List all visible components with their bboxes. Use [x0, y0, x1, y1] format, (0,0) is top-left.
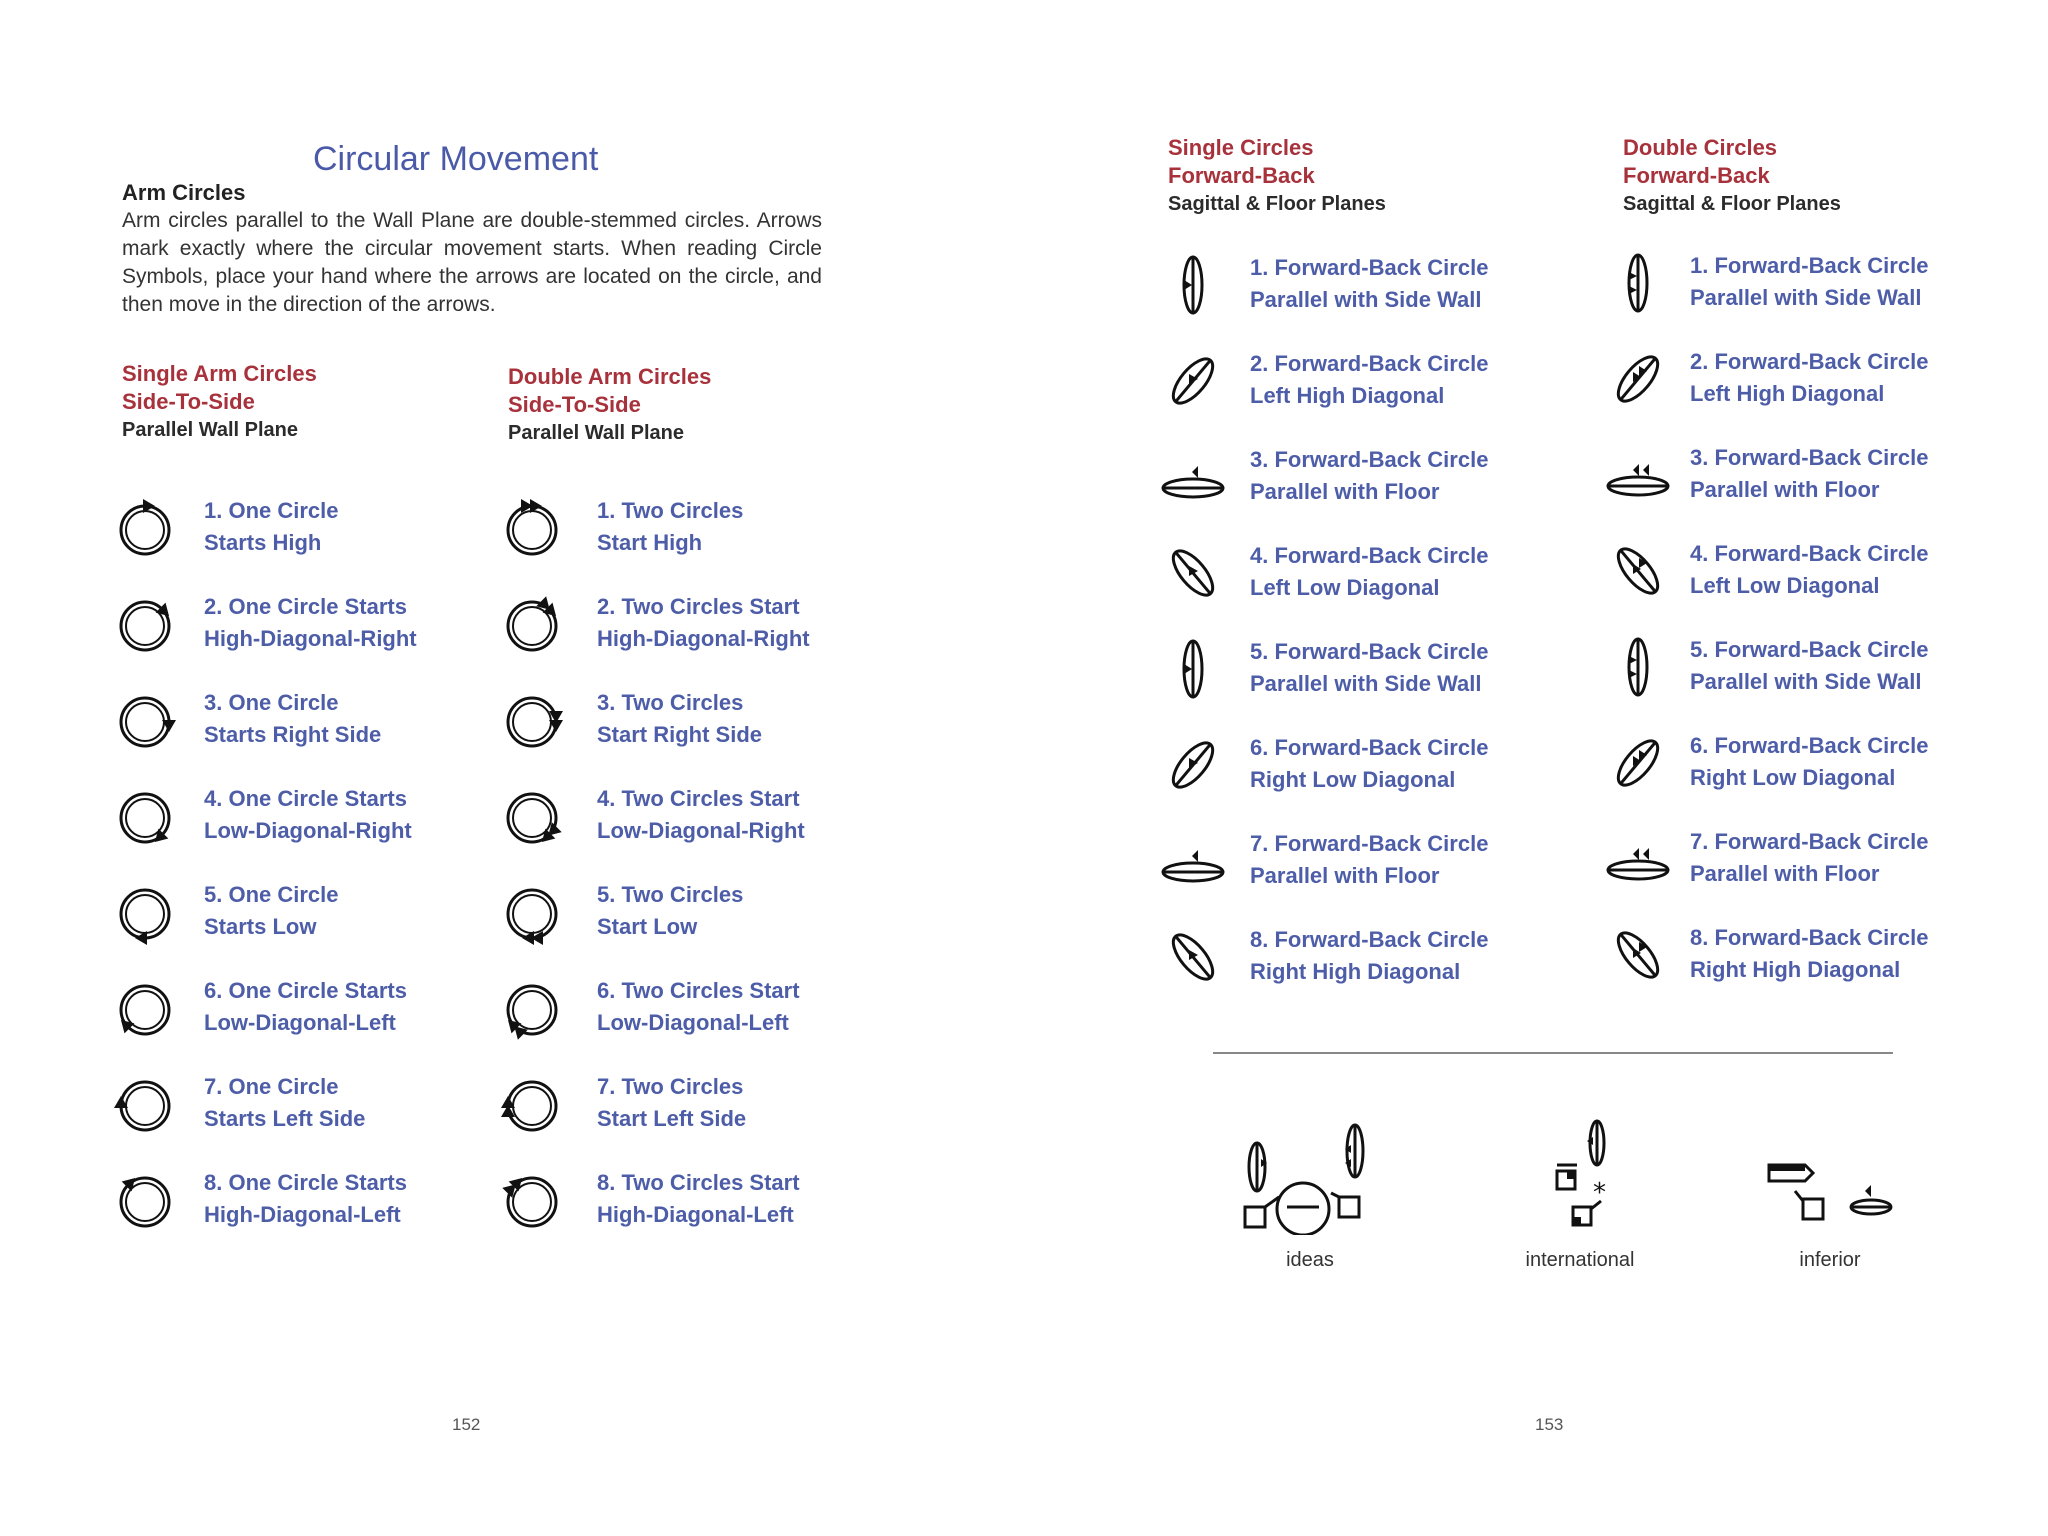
item-label-line1: 6. Forward-Back Circle — [1250, 735, 1489, 760]
item-label-line1: 2. One Circle Starts — [204, 594, 407, 619]
item-label-line1: 1. One Circle — [204, 498, 339, 523]
item-label-line2: Left Low Diagonal — [1690, 573, 1880, 598]
item-label-line2: Parallel with Floor — [1250, 479, 1440, 504]
circle-arrow-low-icon — [110, 877, 180, 947]
item-label-line2: Low-Diagonal-Left — [204, 1010, 396, 1035]
circle-arrow-low-left-icon — [110, 973, 180, 1043]
tilted-ellipse-right-high-icon — [1158, 922, 1228, 992]
item-label-line2: Starts Left Side — [204, 1106, 366, 1131]
heading-line-1: Double Arm Circles — [508, 364, 712, 389]
item-label-line1: 8. Forward-Back Circle — [1690, 925, 1929, 950]
list-item — [1603, 344, 2023, 414]
item-label-line1: 1. Forward-Back Circle — [1250, 255, 1489, 280]
item-label — [204, 1167, 407, 1231]
circle-arrow-high-left-icon — [110, 1165, 180, 1235]
item-label-line2: Start Right Side — [597, 722, 763, 747]
list-item — [497, 973, 917, 1043]
double-circles-heading — [1623, 134, 1841, 218]
item-label — [597, 879, 743, 943]
heading-line-2: Side-To-Side — [122, 389, 255, 414]
item-label-line1: 8. Forward-Back Circle — [1250, 927, 1489, 952]
double-tilted-ellipse-right-high-icon — [1603, 920, 1673, 990]
double-tilted-ellipse-left-low-icon — [1603, 536, 1673, 606]
list-item — [497, 685, 917, 755]
item-label-line2: Starts Low — [204, 914, 317, 939]
item-label-line1: 2. Two Circles Start — [597, 594, 800, 619]
vertical-ellipse-icon — [1158, 634, 1228, 704]
item-label — [597, 1167, 800, 1231]
item-label — [1250, 252, 1488, 316]
list-item — [1158, 346, 1578, 416]
item-label — [204, 879, 339, 943]
item-label-line1: 6. One Circle Starts — [204, 978, 407, 1003]
item-label-line2: High-Diagonal-Right — [597, 626, 810, 651]
item-label-line2: Low-Diagonal-Right — [204, 818, 412, 843]
double-circle-arrow-right-icon — [497, 685, 567, 755]
item-label-line2: Parallel with Floor — [1250, 863, 1440, 888]
item-label — [1250, 732, 1488, 796]
list-item — [110, 973, 530, 1043]
horizontal-ellipse-icon — [1158, 826, 1228, 896]
item-label — [1250, 348, 1488, 412]
item-label — [597, 783, 805, 847]
item-label-line2: Left High Diagonal — [1250, 383, 1445, 408]
item-label — [1690, 538, 1928, 602]
circle-arrow-low-right-icon — [110, 781, 180, 851]
item-label — [1250, 924, 1488, 988]
list-item — [1158, 826, 1578, 896]
list-item — [110, 1165, 530, 1235]
list-item — [110, 781, 530, 851]
item-label-line2: Parallel with Side Wall — [1690, 285, 1922, 310]
item-label-line1: 1. Two Circles — [597, 498, 744, 523]
list-item — [497, 781, 917, 851]
list-item — [1158, 634, 1578, 704]
item-label — [1250, 636, 1488, 700]
item-label-line2: Right Low Diagonal — [1250, 767, 1456, 792]
item-label — [1690, 634, 1928, 698]
double-vertical-ellipse-icon — [1603, 632, 1673, 702]
item-label-line2: Parallel with Floor — [1690, 861, 1880, 886]
item-label-line2: Left High Diagonal — [1690, 381, 1885, 406]
heading-line-2: Forward-Back — [1623, 163, 1770, 188]
list-item — [1603, 920, 2023, 990]
list-item — [1603, 728, 2023, 798]
item-label-line1: 2. Forward-Back Circle — [1250, 351, 1489, 376]
item-label-line1: 3. Forward-Back Circle — [1690, 445, 1929, 470]
item-label-line1: 5. Forward-Back Circle — [1250, 639, 1489, 664]
svg-text:*: * — [1593, 1178, 1606, 1208]
item-label — [597, 495, 743, 559]
circle-arrow-right-icon — [110, 685, 180, 755]
intro-paragraph: Arm circles parallel to the Wall Plane are double-stemmed circles. Arrows mark exactly where the circular movement starts. When reading Circle Symbols, place your hand where the arrows are located on the circle, and then move in the direction of the arrows. — [122, 209, 822, 316]
item-label-line1: 5. Two Circles — [597, 882, 744, 907]
example-caption: inferior — [1799, 1249, 1861, 1271]
ideas-symbol-icon — [1235, 1115, 1385, 1235]
list-item — [110, 589, 530, 659]
item-label — [1250, 828, 1488, 892]
item-label-line1: 8. One Circle Starts — [204, 1170, 407, 1195]
item-label — [204, 1071, 365, 1135]
divider-line — [1213, 1052, 1893, 1054]
double-circle-arrow-left-icon — [497, 1069, 567, 1139]
item-label-line1: 4. Two Circles Start — [597, 786, 800, 811]
item-label — [204, 975, 407, 1039]
single-arm-heading — [122, 360, 317, 444]
circle-arrow-high-right-icon — [110, 589, 180, 659]
item-label-line2: Starts Right Side — [204, 722, 382, 747]
item-label-line1: 1. Forward-Back Circle — [1690, 253, 1929, 278]
item-label-line1: 3. Two Circles — [597, 690, 744, 715]
item-label — [1690, 346, 1928, 410]
list-item — [497, 877, 917, 947]
item-label-line2: Start Left Side — [597, 1106, 747, 1131]
list-item — [1603, 632, 2023, 702]
item-label-line1: 7. Forward-Back Circle — [1250, 831, 1489, 856]
item-label-line2: High-Diagonal-Left — [597, 1202, 794, 1227]
heading-line-1: Single Arm Circles — [122, 361, 317, 386]
item-label-line2: High-Diagonal-Right — [204, 626, 417, 651]
list-item — [1158, 922, 1578, 992]
heading-line-3: Sagittal & Floor Planes — [1623, 193, 1841, 215]
item-label — [1690, 826, 1928, 890]
item-label-line1: 4. Forward-Back Circle — [1250, 543, 1489, 568]
item-label-line2: Low-Diagonal-Right — [597, 818, 805, 843]
item-label-line1: 2. Forward-Back Circle — [1690, 349, 1929, 374]
heading-line-2: Forward-Back — [1168, 163, 1315, 188]
list-item — [497, 589, 917, 659]
example-inferior — [1750, 1115, 1910, 1272]
tilted-ellipse-left-low-icon — [1158, 538, 1228, 608]
item-label-line2: Parallel with Side Wall — [1250, 671, 1482, 696]
right-page — [1110, 0, 2048, 1536]
section-subtitle: Arm Circles — [122, 180, 246, 205]
heading-line-3: Parallel Wall Plane — [508, 422, 685, 444]
item-label-line1: 8. Two Circles Start — [597, 1170, 800, 1195]
page-number: 152 — [452, 1415, 481, 1434]
item-label — [597, 1071, 746, 1135]
item-label-line1: 3. One Circle — [204, 690, 339, 715]
example-international — [1490, 1115, 1670, 1272]
list-item — [1158, 250, 1578, 320]
heading-line-2: Side-To-Side — [508, 392, 641, 417]
item-label-line2: Low-Diagonal-Left — [597, 1010, 789, 1035]
double-horizontal-ellipse-icon — [1603, 440, 1673, 510]
example-caption: international — [1525, 1249, 1635, 1271]
item-label-line2: Parallel with Side Wall — [1690, 669, 1922, 694]
item-label — [1250, 540, 1488, 604]
list-item — [1158, 442, 1578, 512]
item-label-line1: 6. Two Circles Start — [597, 978, 800, 1003]
list-item — [497, 1069, 917, 1139]
list-item — [1603, 536, 2023, 606]
tilted-ellipse-left-high-icon — [1158, 346, 1228, 416]
item-label — [1690, 730, 1928, 794]
circle-arrow-high-icon — [110, 493, 180, 563]
item-label-line2: Right High Diagonal — [1690, 957, 1901, 982]
list-item — [1603, 248, 2023, 318]
item-label — [204, 495, 339, 559]
double-horizontal-ellipse-icon — [1603, 824, 1673, 894]
item-label-line1: 4. One Circle Starts — [204, 786, 407, 811]
heading-line-3: Parallel Wall Plane — [122, 419, 299, 441]
item-label — [1690, 250, 1928, 314]
item-label — [597, 975, 800, 1039]
page-number: 153 — [1535, 1415, 1564, 1434]
heading-line-1: Double Circles — [1623, 135, 1778, 160]
international-symbol-icon — [1505, 1115, 1655, 1235]
item-label-line2: Starts High — [204, 530, 322, 555]
double-tilted-ellipse-right-low-icon — [1603, 728, 1673, 798]
item-label — [1690, 922, 1928, 986]
item-label — [1690, 442, 1928, 506]
vertical-ellipse-icon — [1158, 250, 1228, 320]
list-item — [1603, 824, 2023, 894]
item-label-line1: 4. Forward-Back Circle — [1690, 541, 1929, 566]
heading-line-3: Sagittal & Floor Planes — [1168, 193, 1386, 215]
single-circles-heading — [1168, 134, 1386, 218]
item-label-line1: 7. Two Circles — [597, 1074, 744, 1099]
double-circle-arrow-high-icon — [497, 493, 567, 563]
item-label — [204, 591, 417, 655]
item-label — [204, 783, 412, 847]
double-circle-arrow-high-left-icon — [497, 1165, 567, 1235]
example-ideas — [1230, 1115, 1390, 1272]
item-label-line2: Parallel with Floor — [1690, 477, 1880, 502]
item-label-line2: Parallel with Side Wall — [1250, 287, 1482, 312]
item-label — [597, 591, 810, 655]
list-item — [1158, 730, 1578, 800]
list-item — [1158, 538, 1578, 608]
item-label-line1: 7. Forward-Back Circle — [1690, 829, 1929, 854]
item-label — [204, 687, 381, 751]
list-item — [110, 1069, 530, 1139]
item-label-line1: 7. One Circle — [204, 1074, 339, 1099]
list-item — [1603, 440, 2023, 510]
horizontal-ellipse-icon — [1158, 442, 1228, 512]
item-label-line2: Start High — [597, 530, 703, 555]
item-label-line2: High-Diagonal-Left — [204, 1202, 401, 1227]
double-circle-arrow-low-icon — [497, 877, 567, 947]
item-label-line2: Left Low Diagonal — [1250, 575, 1440, 600]
item-label-line2: Right Low Diagonal — [1690, 765, 1896, 790]
page-title: Circular Movement — [313, 140, 599, 178]
item-label-line1: 3. Forward-Back Circle — [1250, 447, 1489, 472]
list-item — [110, 685, 530, 755]
item-label-line2: Right High Diagonal — [1250, 959, 1461, 984]
double-vertical-ellipse-icon — [1603, 248, 1673, 318]
example-caption: ideas — [1286, 1249, 1334, 1271]
tilted-ellipse-right-low-icon — [1158, 730, 1228, 800]
item-label — [597, 687, 762, 751]
heading-line-1: Single Circles — [1168, 135, 1314, 160]
double-circle-arrow-low-left-icon — [497, 973, 567, 1043]
item-label-line2: Start Low — [597, 914, 698, 939]
list-item — [110, 493, 530, 563]
list-item — [497, 493, 917, 563]
item-label — [1250, 444, 1488, 508]
circle-arrow-left-icon — [110, 1069, 180, 1139]
list-item — [110, 877, 530, 947]
list-item — [497, 1165, 917, 1235]
double-tilted-ellipse-left-high-icon — [1603, 344, 1673, 414]
double-circle-arrow-high-right-icon — [497, 589, 567, 659]
item-label-line1: 5. One Circle — [204, 882, 339, 907]
double-arm-heading — [508, 363, 711, 447]
item-label-line1: 5. Forward-Back Circle — [1690, 637, 1929, 662]
double-circle-arrow-low-right-icon — [497, 781, 567, 851]
inferior-symbol-icon — [1755, 1115, 1905, 1235]
item-label-line1: 6. Forward-Back Circle — [1690, 733, 1929, 758]
